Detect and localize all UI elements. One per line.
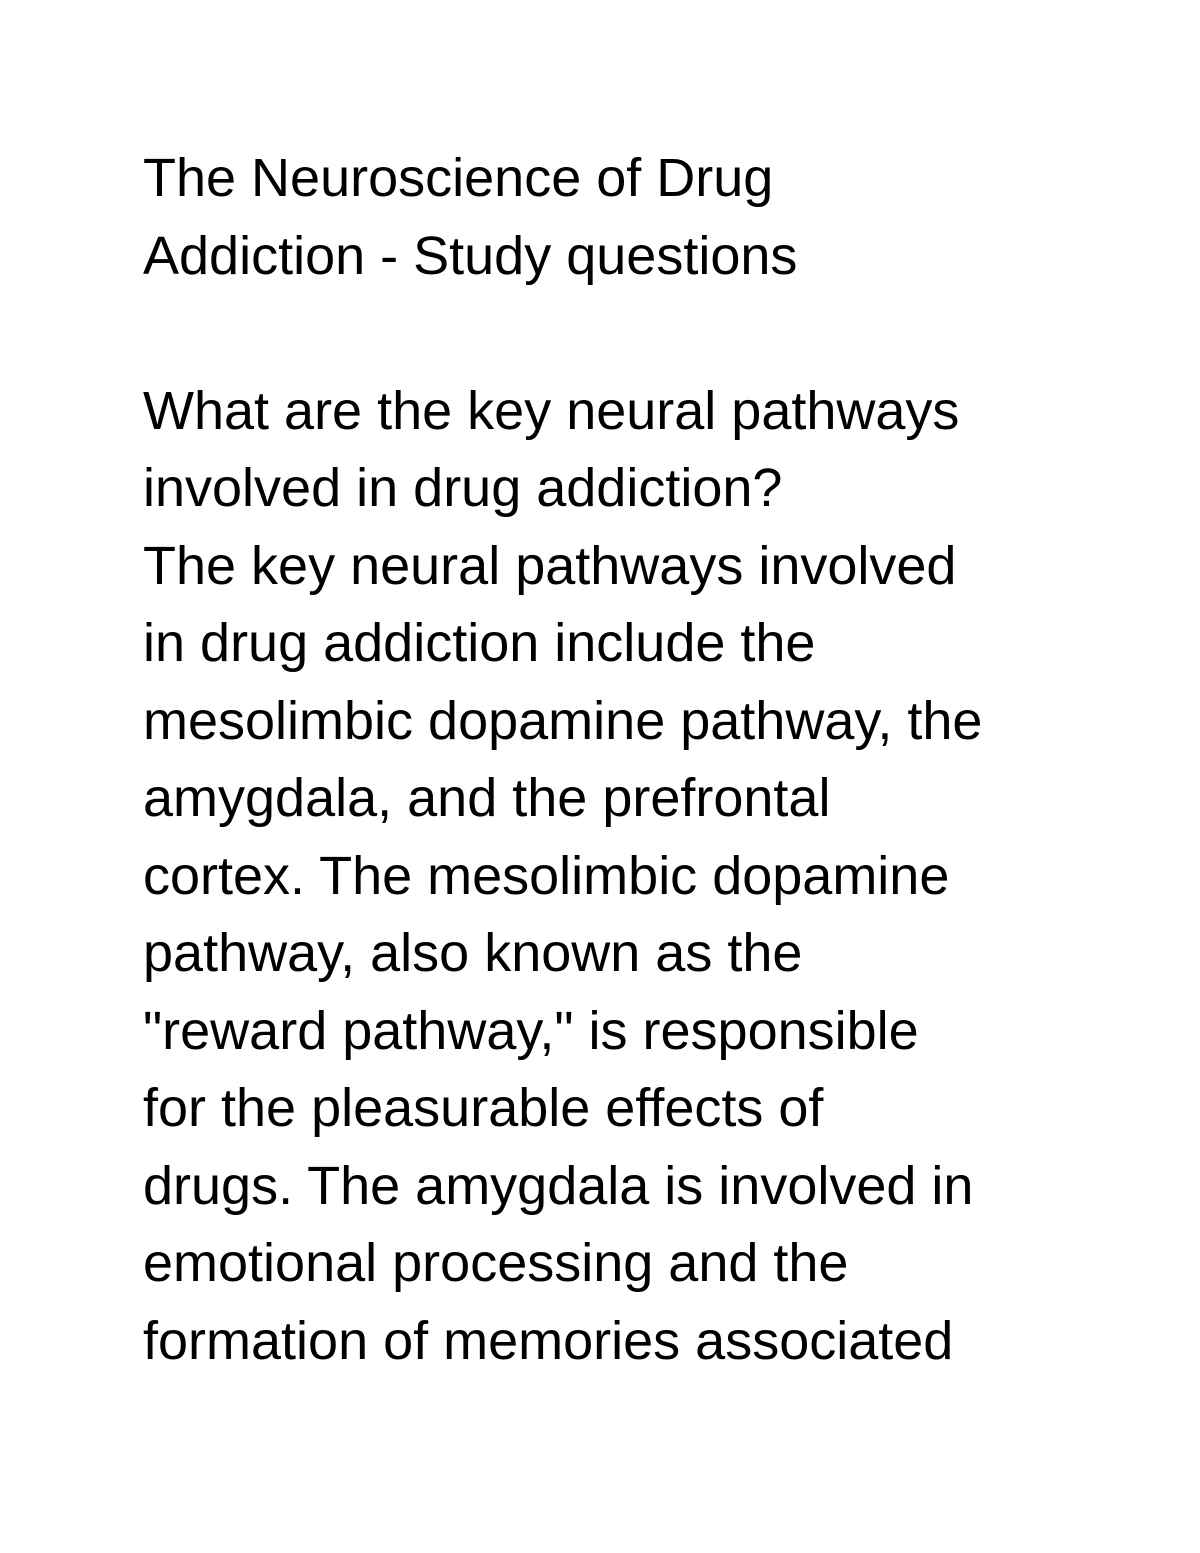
title-line: The Neuroscience of Drug [143, 148, 774, 208]
answer-line: in drug addiction include the [143, 613, 816, 673]
answer-line: "reward pathway," is responsible [143, 1000, 919, 1061]
answer-line: mesolimbic dopamine pathway, the [143, 690, 983, 751]
document-title [143, 140, 1143, 295]
answer-paragraph [143, 528, 1143, 1381]
answer-line: drugs. The amygdala is involved in [143, 1155, 974, 1216]
answer-line: cortex. The mesolimbic dopamine [143, 845, 950, 906]
title-line: Addiction - Study questions [143, 225, 798, 286]
question-line: What are the key neural pathways [143, 380, 960, 441]
answer-line: amygdala, and the prefrontal [143, 768, 831, 828]
answer-line: formation of memories associated [143, 1310, 954, 1371]
answer-line: pathway, also known as the [143, 923, 803, 983]
page-content [143, 140, 1143, 1380]
answer-line: The key neural pathways involved [143, 535, 957, 596]
blank-line [143, 295, 1143, 373]
study-question [143, 373, 1143, 528]
question-line: involved in drug addiction? [143, 458, 783, 518]
answer-line: emotional processing and the [143, 1233, 849, 1293]
answer-line: for the pleasurable effects of [143, 1078, 824, 1138]
